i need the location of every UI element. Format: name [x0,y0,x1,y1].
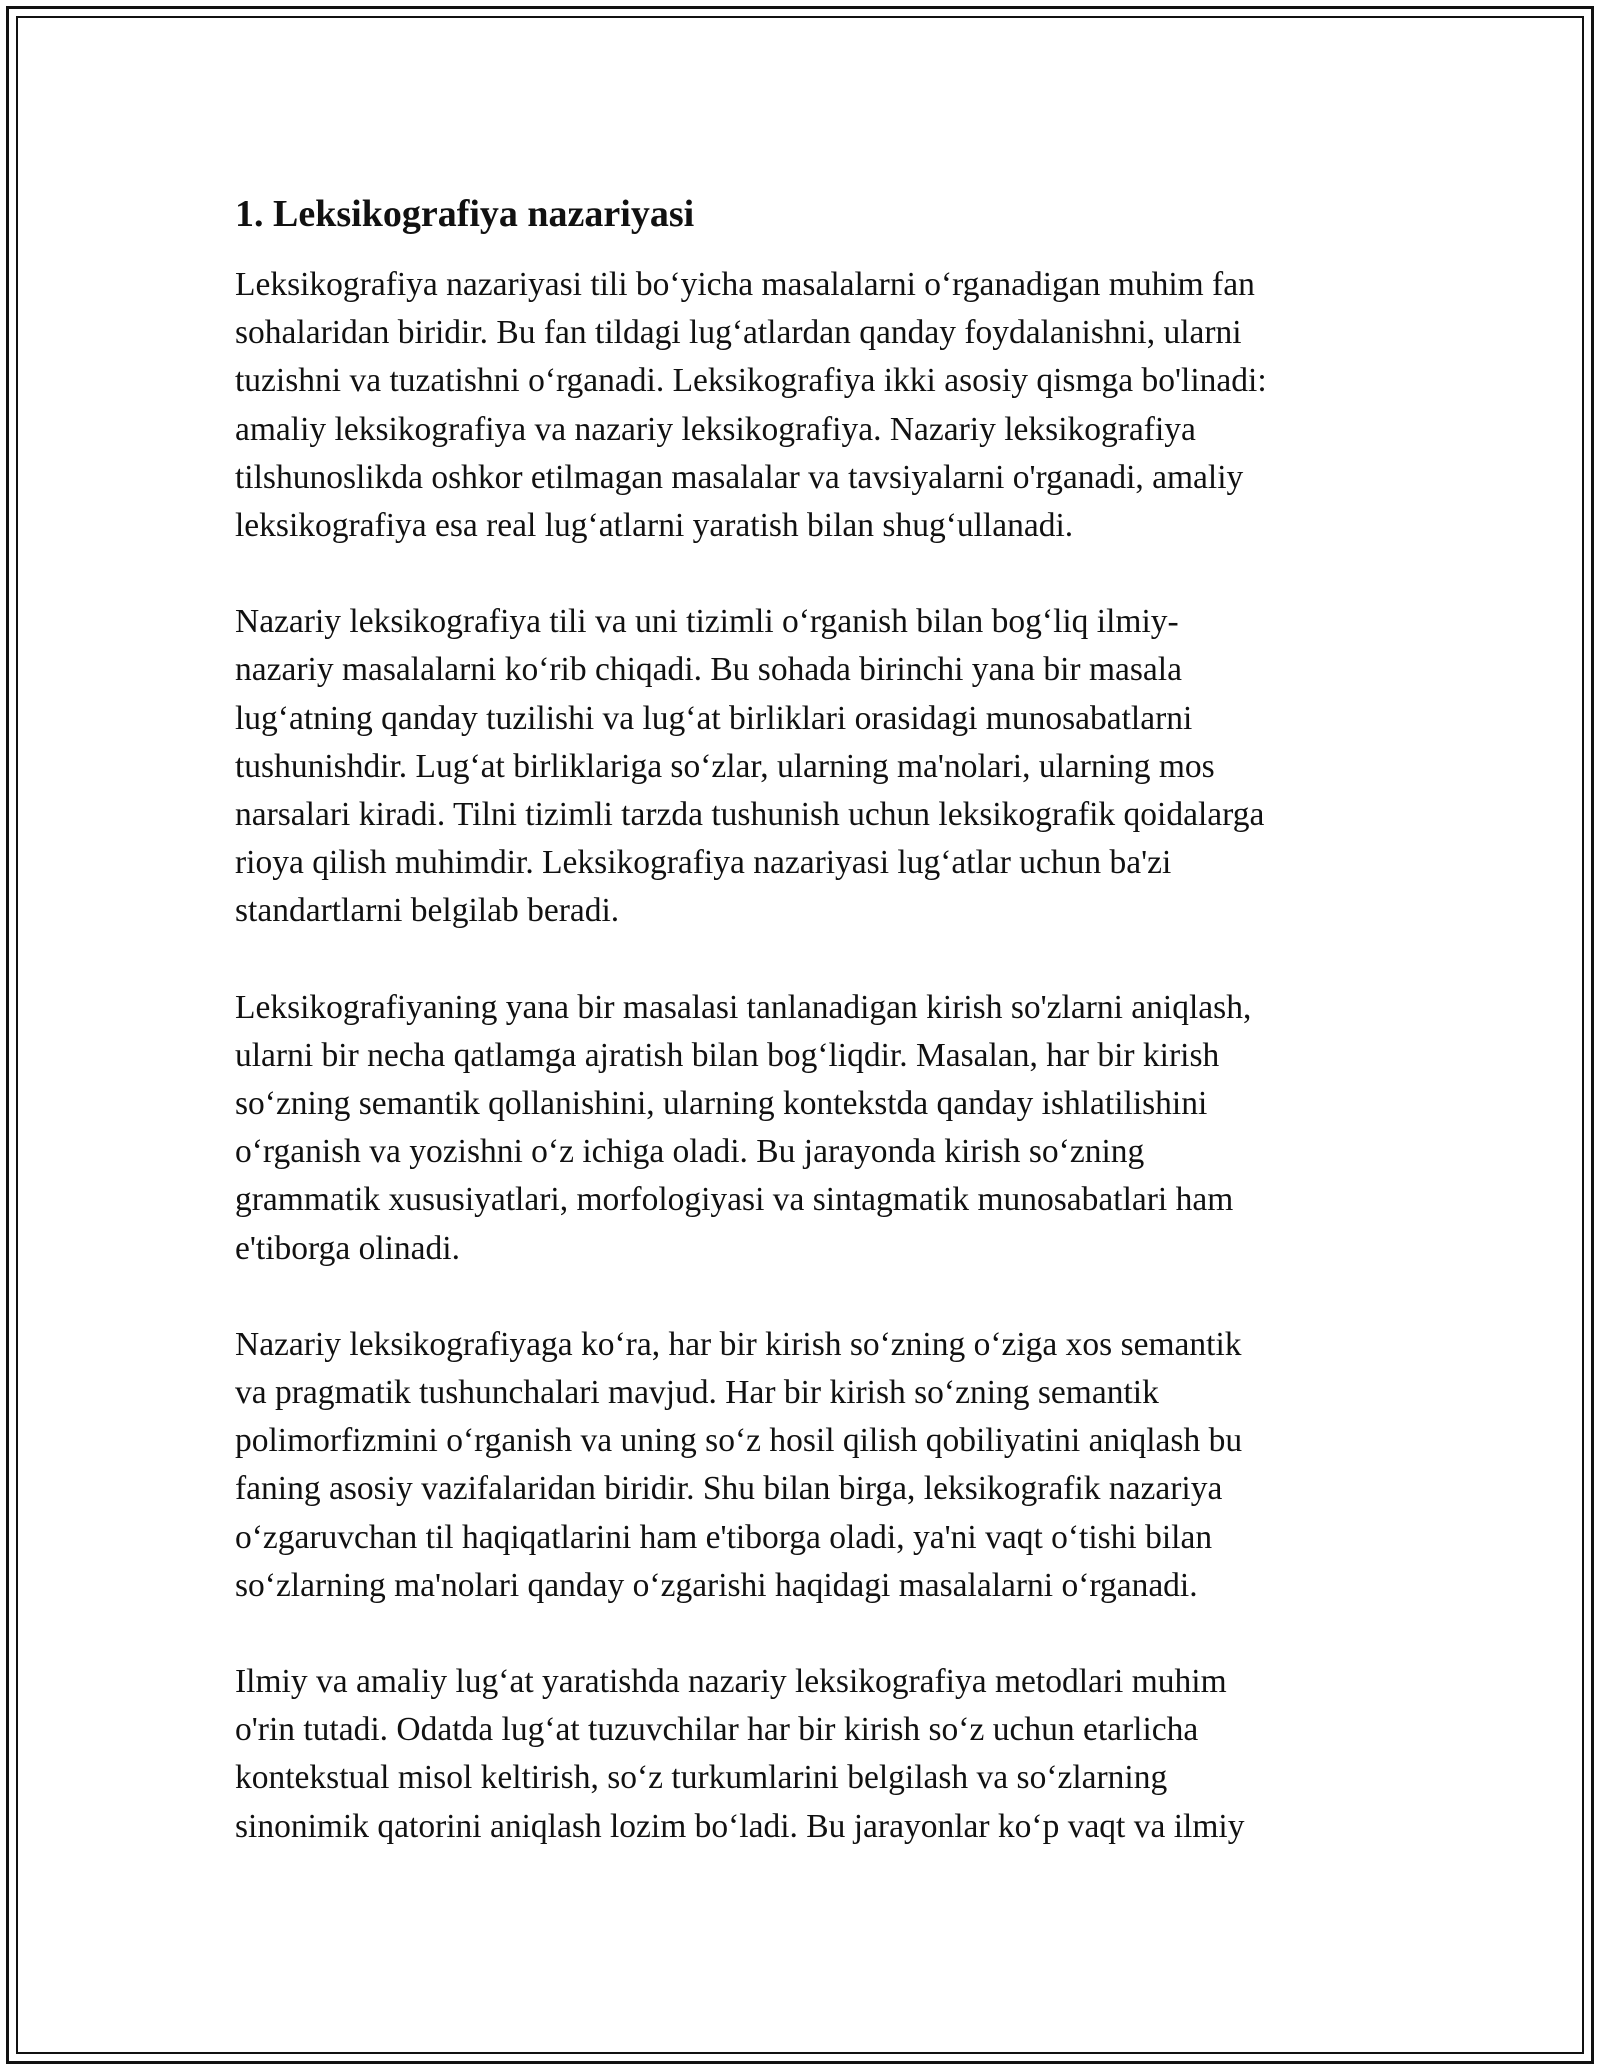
paragraph-line: o'rin tutadi. Odatda lug‘at tuzuvchilar har bir kirish so‘z uchun etarlicha [235,1711,1199,1749]
paragraph-line: kontekstual misol keltirish, so‘z turkumlarini belgilash va so‘zlarning [235,1759,1168,1797]
paragraph-line: sohalaridan biridir. Bu fan tildagi lug‘atlardan qanday foydalanishni, ularni [235,314,1242,352]
paragraph-line: ularni bir necha qatlamga ajratish bilan bog‘liqdir. Masalan, har bir kirish [235,1036,1220,1074]
paragraph-line: lug‘atning qanday tuzilishi va lug‘at birliklari orasidagi munosabatlarni [235,699,1193,737]
paragraph-line: Leksikografiya nazariyasi tili bo‘yicha masalalarni o‘rganadigan muhim fan [235,266,1255,303]
paragraph-line: nazariy masalalarni ko‘rib chiqadi. Bu sohada birinchi yana bir masala [235,651,1182,689]
paragraph-line: leksikografiya esa real lug‘atlarni yaratish bilan shug‘ullanadi. [235,507,1074,545]
paragraph-line: Nazariy leksikografiya tili va uni tizimli o‘rganish bilan bog‘liq ilmiy- [235,603,1179,641]
paragraph-line: sinonimik qatorini aniqlash lozim bo‘ladi. Bu jarayonlar ko‘p vaqt va ilmiy [235,1807,1245,1845]
paragraph-line: faning asosiy vazifalaridan biridir. Shu bilan birga, leksikografik nazariya [235,1470,1223,1508]
document-body [235,185,1370,1899]
section-title: 1. Leksikografiya nazariyasi [235,193,695,235]
paragraph-line: narsalari kiradi. Tilni tizimli tarzda tushunish uchun leksikografik qoidalarga [235,796,1265,834]
paragraph-list [235,261,1370,1851]
paragraph-line: Ilmiy va amaliy lug‘at yaratishda nazariy leksikografiya metodlari muhim [235,1663,1227,1701]
paragraph-line: Nazariy leksikografiyaga ko‘ra, har bir kirish so‘zning o‘ziga xos semantik [235,1325,1242,1363]
paragraph-line: tilshunoslikda oshkor etilmagan masalalar va tavsiyalarni o'rganadi, amaliy [235,458,1244,496]
paragraph-2 [235,598,1370,935]
paragraph-line: so‘zning semantik qollanishini, ularning kontekstda qanday ishlatilishini [235,1085,1208,1123]
paragraph-line: polimorfizmini o‘rganish va uning so‘z hosil qilish qobiliyatini aniqlash bu [235,1422,1243,1460]
paragraph-line: o‘rganish va yozishni o‘z ichiga oladi. Bu jarayonda kirish so‘zning [235,1133,1145,1171]
paragraph-line: amaliy leksikografiya va nazariy leksikografiya. Nazariy leksikografiya [235,410,1196,448]
paragraph-4 [235,1321,1370,1610]
paragraph-line: rioya qilish muhimdir. Leksikografiya nazariyasi lug‘atlar uchun ba'zi [235,844,1172,882]
paragraph-line: Leksikografiyaning yana bir masalasi tanlanadigan kirish so'zlarni aniqlash, [235,988,1252,1026]
paragraph-5 [235,1658,1370,1851]
paragraph-line: grammatik xususiyatlari, morfologiyasi va sintagmatik munosabatlari ham [235,1181,1234,1219]
paragraph-line: tuzishni va tuzatishni o‘rganadi. Leksikografiya ikki asosiy qismga bo'linadi: [235,362,1267,400]
paragraph-line: e'tiborga olinadi. [235,1229,460,1267]
paragraph-line: so‘zlarning ma'nolari qanday o‘zgarishi haqidagi masalalarni o‘rganadi. [235,1566,1198,1604]
paragraph-line: va pragmatik tushunchalari mavjud. Har bir kirish so‘zning semantik [235,1374,1159,1412]
paragraph-1 [235,261,1370,550]
paragraph-line: standartlarni belgilab beradi. [235,892,620,930]
paragraph-line: tushunishdir. Lug‘at birliklariga so‘zlar, ularning ma'nolari, ularning mos [235,747,1215,785]
paragraph-line: o‘zgaruvchan til haqiqatlarini ham e'tiborga oladi, ya'ni vaqt o‘tishi bilan [235,1518,1213,1556]
paragraph-3 [235,984,1370,1273]
